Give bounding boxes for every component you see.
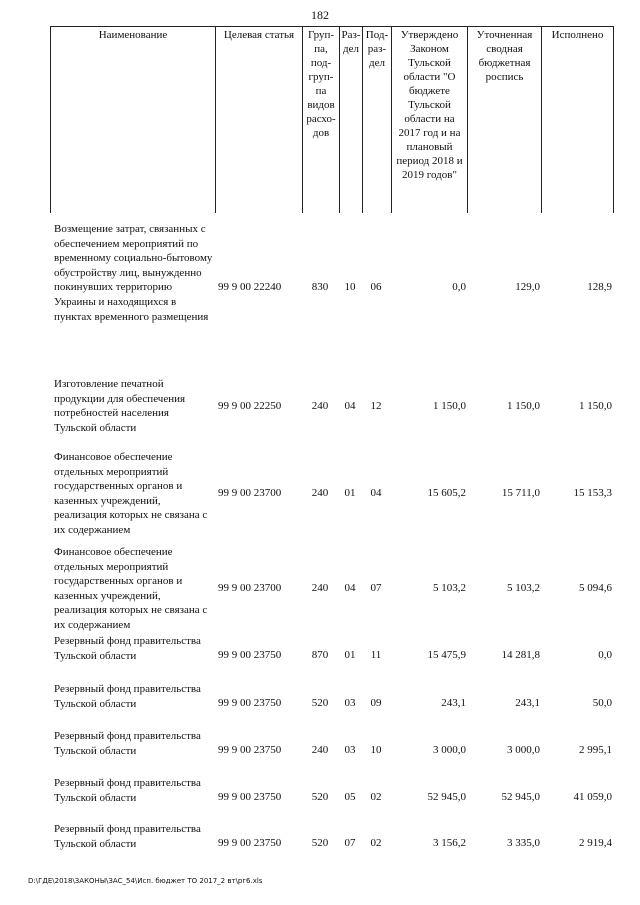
row-podrazdel: 02: [370, 837, 382, 849]
file-path-footer: D:\ГДЕ\2018\ЗАКОНЫ\ЗАС_54\Исп. бюджет ТО 2017_2 вт\рг6.xls: [28, 877, 263, 885]
table-header: [50, 26, 614, 213]
row-approved: 3 156,2: [433, 837, 466, 849]
row-clarified: 243,1: [515, 697, 540, 709]
row-name: Финансовое обеспечение отдельных мероприятий государственных органов и казенных учреждений, реализация которых не связана с их содержанием: [54, 451, 208, 536]
row-clarified: 14 281,8: [501, 649, 540, 661]
header-target: Целевая статья: [216, 27, 303, 214]
row-target: 99 9 00 23750: [218, 744, 282, 756]
row-executed: 0,0: [598, 649, 612, 661]
row-name: Изготовление печатной продукции для обеспечения потребностей населения Тульской области: [54, 378, 186, 434]
row-clarified: 3 000,0: [507, 744, 540, 756]
row-group: 830: [311, 281, 329, 293]
header-approved: Утверждено Законом Тульской области "О бюджете Тульской области на 2017 год и на плановый период 2018 и 2019 годов": [392, 27, 468, 214]
row-podrazdel: 02: [370, 791, 382, 803]
row-executed: 1 150,0: [579, 400, 612, 412]
row-target: 99 9 00 22250: [218, 400, 282, 412]
row-podrazdel: 06: [370, 281, 382, 293]
row-target: 99 9 00 23750: [218, 837, 282, 849]
row-clarified: 52 945,0: [501, 791, 540, 803]
row-target: 99 9 00 23750: [218, 791, 282, 803]
row-clarified: 15 711,0: [501, 487, 540, 499]
row-executed: 128,9: [587, 281, 612, 293]
row-razdel: 01: [344, 487, 356, 499]
row-group: 870: [311, 649, 329, 661]
row-podrazdel: 10: [370, 744, 382, 756]
row-name: Возмещение затрат, связанных с обеспечением мероприятий по временному социально-бытовому обустройству лиц, вынужденно покинувших территорию Украины и находящихся в пунктах временного размещения: [54, 223, 213, 323]
row-group: 240: [311, 400, 329, 412]
row-podrazdel: 12: [370, 400, 382, 412]
page-number: 182: [311, 8, 329, 22]
row-clarified: 5 103,2: [507, 582, 540, 594]
row-razdel: 07: [344, 837, 356, 849]
row-name: Финансовое обеспечение отдельных мероприятий государственных органов и казенных учреждений, реализация которых не связана с их содержанием: [54, 546, 208, 631]
header-group: Груп-па, под-груп-па видов расхо-дов: [303, 27, 340, 214]
row-name: Резервный фонд правительства Тульской области: [54, 730, 201, 757]
row-name: Резервный фонд правительства Тульской области: [54, 635, 201, 662]
row-executed: 5 094,6: [579, 582, 612, 594]
row-target: 99 9 00 23750: [218, 697, 282, 709]
row-name: Резервный фонд правительства Тульской области: [54, 683, 201, 710]
row-target: 99 9 00 23750: [218, 649, 282, 661]
row-clarified: 129,0: [515, 281, 540, 293]
row-approved: 243,1: [441, 697, 466, 709]
row-approved: 52 945,0: [427, 791, 466, 803]
row-clarified: 1 150,0: [507, 400, 540, 412]
row-group: 520: [311, 791, 329, 803]
row-target: 99 9 00 23700: [218, 487, 282, 499]
row-razdel: 03: [344, 744, 356, 756]
row-target: 99 9 00 23700: [218, 582, 282, 594]
row-group: 240: [311, 744, 329, 756]
row-razdel: 10: [344, 281, 356, 293]
row-name: Резервный фонд правительства Тульской области: [54, 777, 201, 804]
row-razdel: 05: [344, 791, 356, 803]
row-executed: 15 153,3: [573, 487, 612, 499]
header-podrazdel: Под-раз-дел: [363, 27, 392, 214]
row-razdel: 04: [344, 400, 356, 412]
row-executed: 50,0: [592, 697, 612, 709]
row-executed: 2 995,1: [579, 744, 612, 756]
row-approved: 3 000,0: [433, 744, 466, 756]
row-podrazdel: 11: [370, 649, 382, 661]
row-approved: 15 605,2: [427, 487, 466, 499]
row-approved: 1 150,0: [433, 400, 466, 412]
row-group: 240: [311, 487, 329, 499]
row-razdel: 03: [344, 697, 356, 709]
row-clarified: 3 335,0: [507, 837, 540, 849]
row-executed: 2 919,4: [579, 837, 612, 849]
row-name: Резервный фонд правительства Тульской области: [54, 823, 201, 850]
row-group: 520: [311, 697, 329, 709]
header-executed: Исполнено: [542, 27, 614, 214]
header-razdel: Раз-дел: [340, 27, 363, 214]
row-podrazdel: 07: [370, 582, 382, 594]
row-approved: 15 475,9: [427, 649, 466, 661]
row-podrazdel: 04: [370, 487, 382, 499]
row-group: 240: [311, 582, 329, 594]
row-approved: 0,0: [452, 281, 466, 293]
row-approved: 5 103,2: [433, 582, 466, 594]
row-podrazdel: 09: [370, 697, 382, 709]
header-name: Наименование: [51, 27, 216, 214]
row-razdel: 01: [344, 649, 356, 661]
row-razdel: 04: [344, 582, 356, 594]
row-target: 99 9 00 22240: [218, 281, 282, 293]
header-clarified: Уточненная сводная бюджетная роспись: [468, 27, 542, 214]
row-executed: 41 059,0: [573, 791, 612, 803]
row-group: 520: [311, 837, 329, 849]
